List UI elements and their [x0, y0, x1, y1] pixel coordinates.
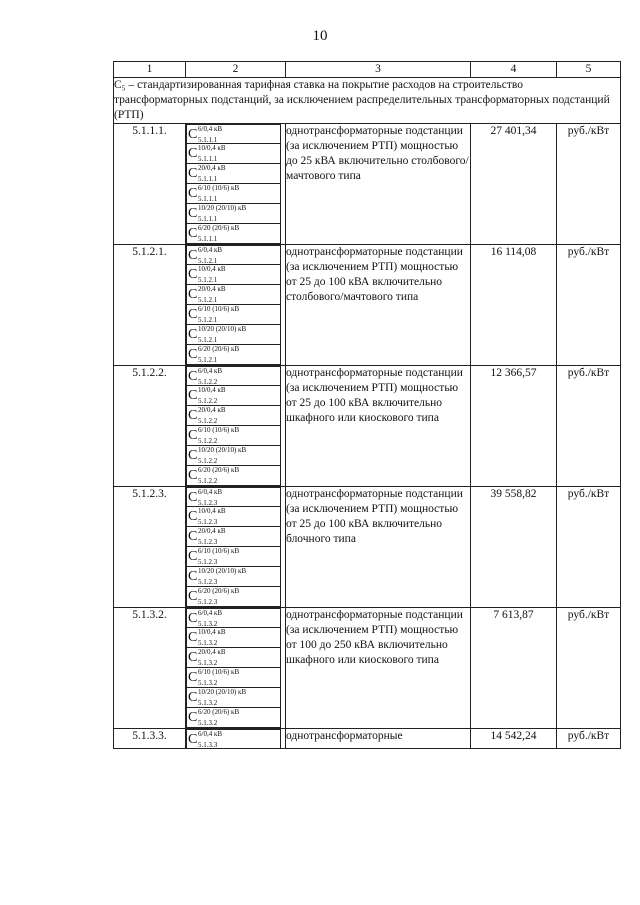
rate-codes-cell	[186, 124, 286, 245]
voltage-superscript: 6/0,4 кВ	[198, 246, 223, 254]
rate-codes-cell	[186, 366, 286, 487]
section-intro: C₅ – стандартизированная тарифная ставка на покрытие расходов на строительство трансформаторных подстанций, за исключением распределительных трансформаторных подстанций (РТП)	[114, 78, 621, 124]
index-subscript: 5.1.1.1	[198, 155, 218, 163]
rate-code	[186, 285, 281, 305]
rate-code	[186, 386, 281, 406]
rate-unit: руб./кВт	[557, 366, 621, 487]
rate-symbol: C	[188, 307, 198, 322]
rate-value: 39 558,82	[471, 487, 557, 608]
voltage-superscript: 6/20 (20/6) кВ	[198, 345, 240, 353]
index-subscript: 5.1.2.2	[198, 397, 218, 405]
index-subscript: 5.1.2.3	[198, 499, 218, 507]
index-subscript: 5.1.2.3	[198, 518, 218, 526]
rate-symbol: C	[188, 710, 198, 725]
rate-unit: руб./кВт	[557, 245, 621, 366]
voltage-superscript: 6/20 (20/6) кВ	[198, 466, 240, 474]
index-subscript: 5.1.3.2	[198, 719, 218, 727]
rate-code	[186, 224, 281, 244]
rate-symbol: C	[188, 146, 198, 161]
rate-code	[186, 184, 281, 204]
rate-unit: руб./кВт	[557, 729, 621, 749]
voltage-superscript: 10/20 (20/10) кВ	[198, 446, 247, 454]
index-subscript: 5.1.2.2	[198, 457, 218, 465]
rate-symbol: C	[188, 611, 198, 626]
index-subscript: 5.1.2.2	[198, 477, 218, 485]
rate-code	[186, 608, 281, 628]
rate-code	[186, 668, 281, 688]
rate-symbol: C	[188, 732, 198, 747]
row-number: 5.1.3.3.	[114, 729, 186, 749]
column-header: 3	[286, 62, 471, 78]
table-row	[114, 124, 621, 245]
row-number: 5.1.2.3.	[114, 487, 186, 608]
row-number: 5.1.1.1.	[114, 124, 186, 245]
index-subscript: 5.1.2.2	[198, 378, 218, 386]
index-subscript: 5.1.1.1	[198, 175, 218, 183]
voltage-superscript: 6/0,4 кВ	[198, 125, 223, 133]
index-subscript: 5.1.2.2	[198, 417, 218, 425]
rate-code	[186, 325, 281, 345]
rate-symbol: C	[188, 166, 198, 181]
voltage-superscript: 6/20 (20/6) кВ	[198, 224, 240, 232]
column-header: 5	[557, 62, 621, 78]
voltage-superscript: 6/20 (20/6) кВ	[198, 587, 240, 595]
rate-symbol: C	[188, 267, 198, 282]
rate-code	[186, 688, 281, 708]
rate-symbol: C	[188, 226, 198, 241]
voltage-superscript: 20/0,4 кВ	[198, 285, 226, 293]
index-subscript: 5.1.2.1	[198, 257, 218, 265]
rate-symbol: C	[188, 468, 198, 483]
tariff-table	[113, 61, 621, 749]
rate-code	[186, 144, 281, 164]
voltage-superscript: 10/0,4 кВ	[198, 628, 226, 636]
voltage-superscript: 10/0,4 кВ	[198, 386, 226, 394]
rate-code	[186, 587, 281, 607]
column-header: 4	[471, 62, 557, 78]
rate-symbol: C	[188, 428, 198, 443]
rate-symbol: C	[188, 650, 198, 665]
row-number: 5.1.3.2.	[114, 608, 186, 729]
rate-code	[186, 406, 281, 426]
index-subscript: 5.1.2.1	[198, 316, 218, 324]
table-row	[114, 245, 621, 366]
index-subscript: 5.1.2.1	[198, 296, 218, 304]
row-number: 5.1.2.2.	[114, 366, 186, 487]
voltage-superscript: 20/0,4 кВ	[198, 648, 226, 656]
index-subscript: 5.1.2.3	[198, 538, 218, 546]
rate-symbol: C	[188, 549, 198, 564]
page-number: 10	[312, 28, 328, 44]
rate-unit: руб./кВт	[557, 124, 621, 245]
index-subscript: 5.1.1.1	[198, 235, 218, 243]
table-row	[114, 487, 621, 608]
voltage-superscript: 6/0,4 кВ	[198, 730, 223, 738]
index-subscript: 5.1.2.3	[198, 578, 218, 586]
voltage-superscript: 6/0,4 кВ	[198, 367, 223, 375]
voltage-superscript: 10/0,4 кВ	[198, 507, 226, 515]
index-subscript: 5.1.2.1	[198, 276, 218, 284]
voltage-superscript: 6/0,4 кВ	[198, 609, 223, 617]
voltage-superscript: 6/20 (20/6) кВ	[198, 708, 240, 716]
section-intro-row	[114, 78, 621, 124]
rate-symbol: C	[188, 287, 198, 302]
voltage-superscript: 10/20 (20/10) кВ	[198, 688, 247, 696]
header-row	[114, 62, 621, 78]
rate-code	[186, 567, 281, 587]
row-description: однотрансформаторные подстанции (за исключением РТП) мощностью от 100 до 250 кВА включительно шкафного или киоскового типа	[286, 608, 471, 729]
rate-code	[186, 204, 281, 224]
voltage-superscript: 6/10 (10/6) кВ	[198, 668, 240, 676]
rate-symbol: C	[188, 630, 198, 645]
rate-symbol: C	[188, 347, 198, 362]
rate-code	[186, 426, 281, 446]
rate-code	[186, 628, 281, 648]
rate-codes-cell	[186, 245, 286, 366]
rate-code	[186, 648, 281, 668]
voltage-superscript: 6/10 (10/6) кВ	[198, 426, 240, 434]
rate-code	[186, 547, 281, 567]
voltage-superscript: 10/20 (20/10) кВ	[198, 567, 247, 575]
index-subscript: 5.1.3.3	[198, 741, 218, 748]
index-subscript: 5.1.2.2	[198, 437, 218, 445]
rate-symbol: C	[188, 569, 198, 584]
row-description: однотрансформаторные подстанции (за исключением РТП) мощностью от 25 до 100 кВА включительно блочного типа	[286, 487, 471, 608]
voltage-superscript: 10/20 (20/10) кВ	[198, 204, 247, 212]
rate-code	[186, 305, 281, 325]
voltage-superscript: 10/0,4 кВ	[198, 144, 226, 152]
rate-code	[186, 527, 281, 547]
rate-code	[186, 729, 281, 748]
rate-symbol: C	[188, 388, 198, 403]
rate-code	[186, 487, 281, 507]
rate-code	[186, 507, 281, 527]
table-row	[114, 366, 621, 487]
index-subscript: 5.1.2.1	[198, 336, 218, 344]
rate-symbol: C	[188, 327, 198, 342]
rate-codes-cell	[186, 729, 286, 749]
voltage-superscript: 10/20 (20/10) кВ	[198, 325, 247, 333]
rate-symbol: C	[188, 369, 198, 384]
index-subscript: 5.1.3.2	[198, 699, 218, 707]
rate-code	[186, 265, 281, 285]
index-subscript: 5.1.1.1	[198, 195, 218, 203]
row-description: однотрансформаторные	[286, 729, 471, 749]
voltage-superscript: 20/0,4 кВ	[198, 406, 226, 414]
index-subscript: 5.1.3.2	[198, 679, 218, 687]
row-description: однотрансформаторные подстанции (за исключением РТП) мощностью от 25 до 100 кВА включительно столбового/мачтового типа	[286, 245, 471, 366]
rate-codes-cell	[186, 487, 286, 608]
rate-code	[186, 164, 281, 184]
index-subscript: 5.1.1.1	[198, 215, 218, 223]
rate-symbol: C	[188, 248, 198, 263]
rate-symbol: C	[188, 509, 198, 524]
rate-symbol: C	[188, 408, 198, 423]
rate-value: 16 114,08	[471, 245, 557, 366]
rate-code	[186, 345, 281, 365]
rate-code	[186, 245, 281, 265]
rate-value: 12 366,57	[471, 366, 557, 487]
rate-value: 7 613,87	[471, 608, 557, 729]
voltage-superscript: 6/0,4 кВ	[198, 488, 223, 496]
index-subscript: 5.1.2.3	[198, 558, 218, 566]
rate-symbol: C	[188, 490, 198, 505]
rate-unit: руб./кВт	[557, 608, 621, 729]
voltage-superscript: 6/10 (10/6) кВ	[198, 184, 240, 192]
row-description: однотрансформаторные подстанции (за исключением РТП) мощностью до 25 кВА включительно столбового/мачтового типа	[286, 124, 471, 245]
voltage-superscript: 20/0,4 кВ	[198, 527, 226, 535]
rate-symbol: C	[188, 206, 198, 221]
rate-code	[186, 466, 281, 486]
index-subscript: 5.1.3.2	[198, 620, 218, 628]
rate-symbol: C	[188, 670, 198, 685]
rate-symbol: C	[188, 448, 198, 463]
table-row	[114, 608, 621, 729]
voltage-superscript: 6/10 (10/6) кВ	[198, 305, 240, 313]
rate-value: 27 401,34	[471, 124, 557, 245]
voltage-superscript: 6/10 (10/6) кВ	[198, 547, 240, 555]
rate-code	[186, 124, 281, 144]
table-row	[114, 729, 621, 749]
rate-symbol: C	[188, 690, 198, 705]
index-subscript: 5.1.3.2	[198, 659, 218, 667]
row-description: однотрансформаторные подстанции (за исключением РТП) мощностью от 25 до 100 кВА включительно шкафного или киоскового типа	[286, 366, 471, 487]
column-header: 2	[186, 62, 286, 78]
rate-codes-cell	[186, 608, 286, 729]
rate-symbol: C	[188, 127, 198, 142]
rate-code	[186, 366, 281, 386]
rate-code	[186, 446, 281, 466]
rate-unit: руб./кВт	[557, 487, 621, 608]
rate-symbol: C	[188, 529, 198, 544]
rate-symbol: C	[188, 186, 198, 201]
voltage-superscript: 20/0,4 кВ	[198, 164, 226, 172]
rate-symbol: C	[188, 589, 198, 604]
index-subscript: 5.1.2.3	[198, 598, 218, 606]
rate-value: 14 542,24	[471, 729, 557, 749]
row-number: 5.1.2.1.	[114, 245, 186, 366]
voltage-superscript: 10/0,4 кВ	[198, 265, 226, 273]
index-subscript: 5.1.2.1	[198, 356, 218, 364]
column-header: 1	[114, 62, 186, 78]
rate-code	[186, 708, 281, 728]
index-subscript: 5.1.1.1	[198, 136, 218, 144]
index-subscript: 5.1.3.2	[198, 639, 218, 647]
